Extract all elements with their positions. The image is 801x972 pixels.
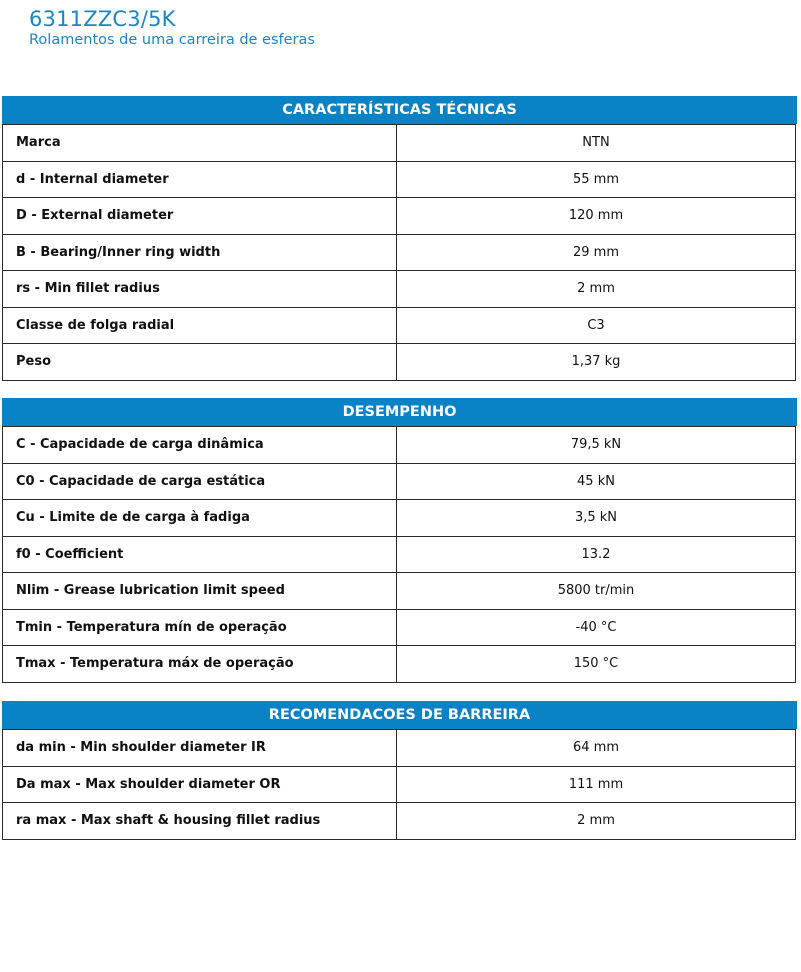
row-value: 120 mm [397, 198, 796, 235]
table-row [3, 609, 796, 646]
row-label: Cu - Limite de de carga à fadiga [3, 500, 397, 537]
row-value: 13.2 [397, 536, 796, 573]
page-header [29, 6, 315, 49]
row-label: d - Internal diameter [3, 161, 397, 198]
row-label: da min - Min shoulder diameter IR [3, 730, 397, 767]
row-value: 2 mm [397, 803, 796, 840]
table-row [3, 344, 796, 381]
table-row [3, 161, 796, 198]
row-label: rs - Min fillet radius [3, 271, 397, 308]
table-row [3, 766, 796, 803]
row-value: 29 mm [397, 234, 796, 271]
product-description: Rolamentos de uma carreira de esferas [29, 32, 315, 48]
product-code: 6311ZZC3/5K [29, 7, 176, 31]
row-label: B - Bearing/Inner ring width [3, 234, 397, 271]
section-shoulder-recommendations [2, 701, 797, 840]
row-label: Da max - Max shoulder diameter OR [3, 766, 397, 803]
row-label: Classe de folga radial [3, 307, 397, 344]
row-label: C0 - Capacidade de carga estática [3, 463, 397, 500]
row-label: Tmin - Temperatura mín de operação [3, 609, 397, 646]
table-row [3, 803, 796, 840]
table-row [3, 198, 796, 235]
table-row [3, 234, 796, 271]
section-technical-characteristics [2, 96, 797, 381]
row-label: C - Capacidade de carga dinâmica [3, 427, 397, 464]
section-title: DESEMPENHO [2, 398, 797, 426]
row-label: f0 - Coefficient [3, 536, 397, 573]
table-row [3, 125, 796, 162]
row-value: NTN [397, 125, 796, 162]
row-value: 5800 tr/min [397, 573, 796, 610]
row-value: 150 °C [397, 646, 796, 683]
row-value: 45 kN [397, 463, 796, 500]
table-row [3, 573, 796, 610]
table-row [3, 307, 796, 344]
row-value: 2 mm [397, 271, 796, 308]
row-value: 55 mm [397, 161, 796, 198]
table-row [3, 271, 796, 308]
section-performance [2, 398, 797, 683]
row-label: Tmax - Temperatura máx de operação [3, 646, 397, 683]
spec-table [2, 729, 796, 840]
section-title: RECOMENDACOES DE BARREIRA [2, 701, 797, 729]
row-label: D - External diameter [3, 198, 397, 235]
row-value: 79,5 kN [397, 427, 796, 464]
row-value: 111 mm [397, 766, 796, 803]
spec-table [2, 124, 796, 381]
row-label: Nlim - Grease lubrication limit speed [3, 573, 397, 610]
section-title: CARACTERÍSTICAS TÉCNICAS [2, 96, 797, 124]
table-row [3, 500, 796, 537]
table-row [3, 463, 796, 500]
row-value: 1,37 kg [397, 344, 796, 381]
row-label: Peso [3, 344, 397, 381]
table-row [3, 646, 796, 683]
row-value: C3 [397, 307, 796, 344]
table-row [3, 730, 796, 767]
row-value: 3,5 kN [397, 500, 796, 537]
row-label: Marca [3, 125, 397, 162]
row-value: 64 mm [397, 730, 796, 767]
spec-table [2, 426, 796, 683]
table-row [3, 427, 796, 464]
row-label: ra max - Max shaft & housing fillet radius [3, 803, 397, 840]
row-value: -40 °C [397, 609, 796, 646]
table-row [3, 536, 796, 573]
